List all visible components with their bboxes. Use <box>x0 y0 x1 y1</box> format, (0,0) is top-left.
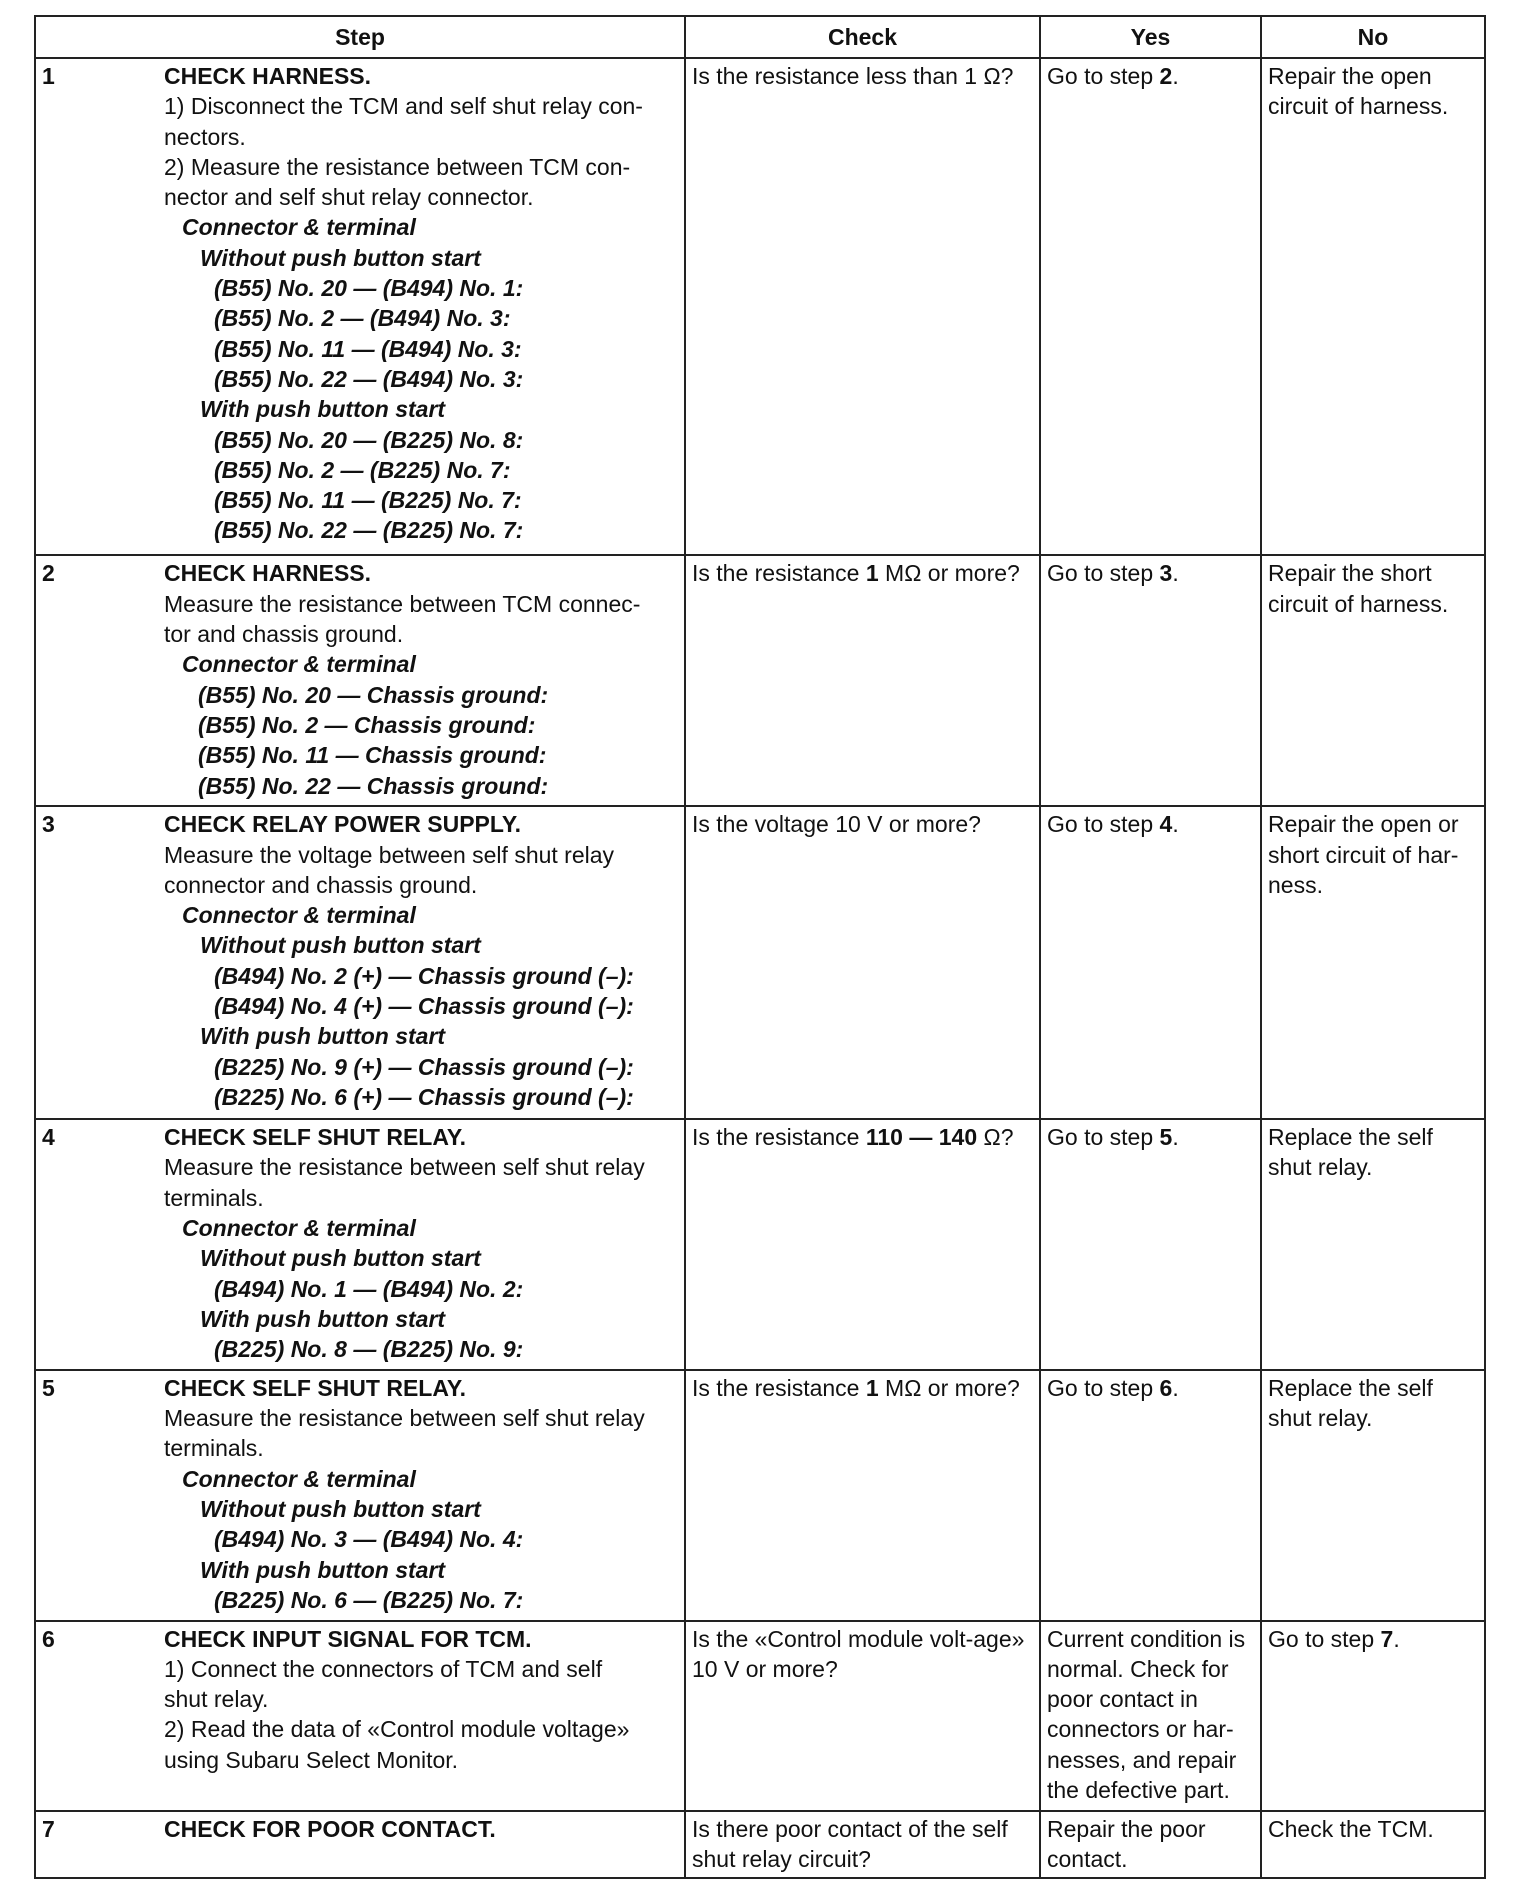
table-row <box>35 1370 1485 1621</box>
no-text-end: . <box>1393 1625 1400 1652</box>
check-cell: Is there poor contact of the self shut relay circuit? <box>685 1811 1040 1878</box>
check-cell: Is the «Control module volt-age» 10 V or more? <box>685 1621 1040 1812</box>
terminal-item: (B55) No. 2 — Chassis ground: <box>198 711 536 738</box>
terminal-item: (B225) No. 6 (+) — Chassis ground (–): <box>214 1083 634 1110</box>
step-text: shut relay. <box>164 1686 269 1713</box>
connector-terminal-label: Connector & terminal <box>182 214 416 241</box>
step-title: CHECK INPUT SIGNAL FOR TCM. <box>164 1625 532 1652</box>
check-cell <box>685 555 1040 806</box>
check-text: Is the resistance <box>692 1124 866 1151</box>
check-text-end: MΩ or more? <box>878 560 1020 587</box>
yes-text: Go to step <box>1047 560 1160 587</box>
step-number: 2 <box>42 560 55 587</box>
step-cell <box>35 806 685 1119</box>
step-text: tor and chassis ground. <box>164 621 404 648</box>
check-text: Is the resistance <box>692 560 866 587</box>
step-text: Measure the resistance between TCM connec- <box>164 590 641 617</box>
step-cell <box>35 555 685 806</box>
group-label: Without push button start <box>200 932 481 959</box>
check-text-end: MΩ or more? <box>878 1374 1020 1401</box>
no-cell <box>1261 1621 1485 1812</box>
step-title: CHECK HARNESS. <box>164 63 372 89</box>
header-yes: Yes <box>1040 16 1261 58</box>
yes-cell: Current condition is normal. Check for poor contact in connectors or har-nesses, and repair the defective part. <box>1040 1621 1261 1812</box>
step-text: using Subaru Select Monitor. <box>164 1746 459 1773</box>
yes-text-end: . <box>1172 1374 1179 1401</box>
yes-cell <box>1040 806 1261 1119</box>
no-cell: Repair the short circuit of harness. <box>1261 555 1485 806</box>
step-text: terminals. <box>164 1184 264 1211</box>
step-cell <box>35 1370 685 1621</box>
check-cell <box>685 1370 1040 1621</box>
header-check: Check <box>685 16 1040 58</box>
no-step-number: 7 <box>1380 1625 1394 1652</box>
yes-text-end: . <box>1172 1124 1179 1151</box>
terminal-item: (B55) No. 11 — Chassis ground: <box>198 742 547 769</box>
step-number: 6 <box>42 1625 55 1652</box>
step-text: Measure the resistance between self shut relay <box>164 1154 645 1181</box>
group-label: With push button start <box>200 1023 446 1050</box>
step-text: Measure the voltage between self shut relay <box>164 841 615 868</box>
terminal-item: (B494) No. 4 (+) — Chassis ground (–): <box>214 992 634 1019</box>
terminal-item: (B55) No. 2 — (B225) No. 7: <box>214 456 511 483</box>
yes-cell <box>1040 1119 1261 1370</box>
no-text: Go to step <box>1268 1625 1381 1652</box>
check-text-end: Ω? <box>977 1124 1014 1151</box>
step-text: nector and self shut relay connector. <box>164 184 534 211</box>
step-number: 5 <box>42 1374 55 1401</box>
yes-cell: Repair the poor contact. <box>1040 1811 1261 1878</box>
terminal-item: (B55) No. 20 — (B225) No. 8: <box>214 426 524 453</box>
terminal-item: (B494) No. 3 — (B494) No. 4: <box>214 1526 524 1553</box>
step-title: CHECK RELAY POWER SUPPLY. <box>164 811 522 838</box>
yes-text: Go to step <box>1047 811 1160 838</box>
group-label: Without push button start <box>200 1496 481 1523</box>
terminal-item: (B225) No. 8 — (B225) No. 9: <box>214 1336 524 1363</box>
check-cell: Is the voltage 10 V or more? <box>685 806 1040 1119</box>
no-cell: Check the TCM. <box>1261 1811 1485 1878</box>
table-row <box>35 1621 1485 1812</box>
header-step: Step <box>35 16 685 58</box>
step-number: 1 <box>42 63 55 89</box>
header-no: No <box>1261 16 1485 58</box>
terminal-item: (B225) No. 9 (+) — Chassis ground (–): <box>214 1053 634 1080</box>
step-title: CHECK FOR POOR CONTACT. <box>164 1816 496 1843</box>
terminal-item: (B494) No. 2 (+) — Chassis ground (–): <box>214 962 634 989</box>
yes-text: Go to step <box>1047 1374 1160 1401</box>
yes-text-end: . <box>1172 560 1179 587</box>
step-text: 1) Disconnect the TCM and self shut relay con- <box>164 93 643 120</box>
yes-step-number: 2 <box>1159 63 1173 89</box>
table-row <box>35 555 1485 806</box>
step-text: 2) Read the data of «Control module voltage» <box>164 1716 630 1743</box>
yes-cell <box>1040 555 1261 806</box>
yes-step-number: 4 <box>1159 811 1173 838</box>
check-value: 110 — 140 <box>865 1124 978 1151</box>
yes-text: Go to step <box>1047 1124 1160 1151</box>
terminal-item: (B55) No. 22 — Chassis ground: <box>198 772 549 799</box>
step-title: CHECK SELF SHUT RELAY. <box>164 1124 467 1151</box>
step-text: nectors. <box>164 123 246 150</box>
step-cell <box>35 1119 685 1370</box>
yes-cell <box>1040 58 1261 555</box>
terminal-item: (B55) No. 2 — (B494) No. 3: <box>214 305 511 332</box>
no-cell: Repair the open or short circuit of har-ness. <box>1261 806 1485 1119</box>
step-cell <box>35 1811 685 1878</box>
check-value: 1 <box>865 560 879 587</box>
yes-text: Go to step <box>1047 63 1160 89</box>
terminal-item: (B55) No. 22 — (B494) No. 3: <box>214 365 524 392</box>
step-text: 2) Measure the resistance between TCM con- <box>164 153 631 180</box>
terminal-item: (B55) No. 20 — Chassis ground: <box>198 681 549 708</box>
group-label: With push button start <box>200 396 446 423</box>
terminal-item: (B225) No. 6 — (B225) No. 7: <box>214 1586 524 1613</box>
group-label: Without push button start <box>200 244 481 271</box>
check-text: Is the resistance <box>692 1374 866 1401</box>
connector-terminal-label: Connector & terminal <box>182 1465 416 1492</box>
yes-step-number: 5 <box>1159 1124 1173 1151</box>
connector-terminal-label: Connector & terminal <box>182 1215 416 1242</box>
step-text: terminals. <box>164 1435 264 1462</box>
step-text: 1) Connect the connectors of TCM and self <box>164 1655 603 1682</box>
check-cell: Is the resistance less than 1 Ω? <box>685 58 1040 555</box>
yes-text-end: . <box>1172 811 1179 838</box>
yes-step-number: 6 <box>1159 1374 1173 1401</box>
table-row <box>35 806 1485 1119</box>
table-row <box>35 58 1485 555</box>
table-row <box>35 1811 1485 1878</box>
group-label: Without push button start <box>200 1245 481 1272</box>
terminal-item: (B494) No. 1 — (B494) No. 2: <box>214 1275 524 1302</box>
step-title: CHECK HARNESS. <box>164 560 372 587</box>
group-label: With push button start <box>200 1305 446 1332</box>
step-title: CHECK SELF SHUT RELAY. <box>164 1374 467 1401</box>
connector-terminal-label: Connector & terminal <box>182 902 416 929</box>
step-number: 7 <box>42 1816 55 1843</box>
diagnostic-table <box>34 15 1486 1879</box>
yes-text-end: . <box>1172 63 1179 89</box>
step-text: connector and chassis ground. <box>164 871 478 898</box>
check-value: 1 <box>865 1374 879 1401</box>
terminal-item: (B55) No. 20 — (B494) No. 1: <box>214 275 524 302</box>
terminal-item: (B55) No. 11 — (B494) No. 3: <box>214 335 522 362</box>
terminal-item: (B55) No. 11 — (B225) No. 7: <box>214 487 522 514</box>
no-cell: Replace the self shut relay. <box>1261 1119 1485 1370</box>
check-cell <box>685 1119 1040 1370</box>
header-row <box>35 16 1485 58</box>
group-label: With push button start <box>200 1556 446 1583</box>
step-number: 3 <box>42 811 55 838</box>
step-cell <box>35 1621 685 1812</box>
step-number: 4 <box>42 1124 55 1151</box>
yes-step-number: 3 <box>1159 560 1173 587</box>
no-cell: Replace the self shut relay. <box>1261 1370 1485 1621</box>
step-cell <box>35 58 685 555</box>
step-text: Measure the resistance between self shut relay <box>164 1405 645 1432</box>
table-row <box>35 1119 1485 1370</box>
no-cell: Repair the open circuit of harness. <box>1261 58 1485 555</box>
yes-cell <box>1040 1370 1261 1621</box>
connector-terminal-label: Connector & terminal <box>182 651 416 678</box>
terminal-item: (B55) No. 22 — (B225) No. 7: <box>214 517 524 544</box>
